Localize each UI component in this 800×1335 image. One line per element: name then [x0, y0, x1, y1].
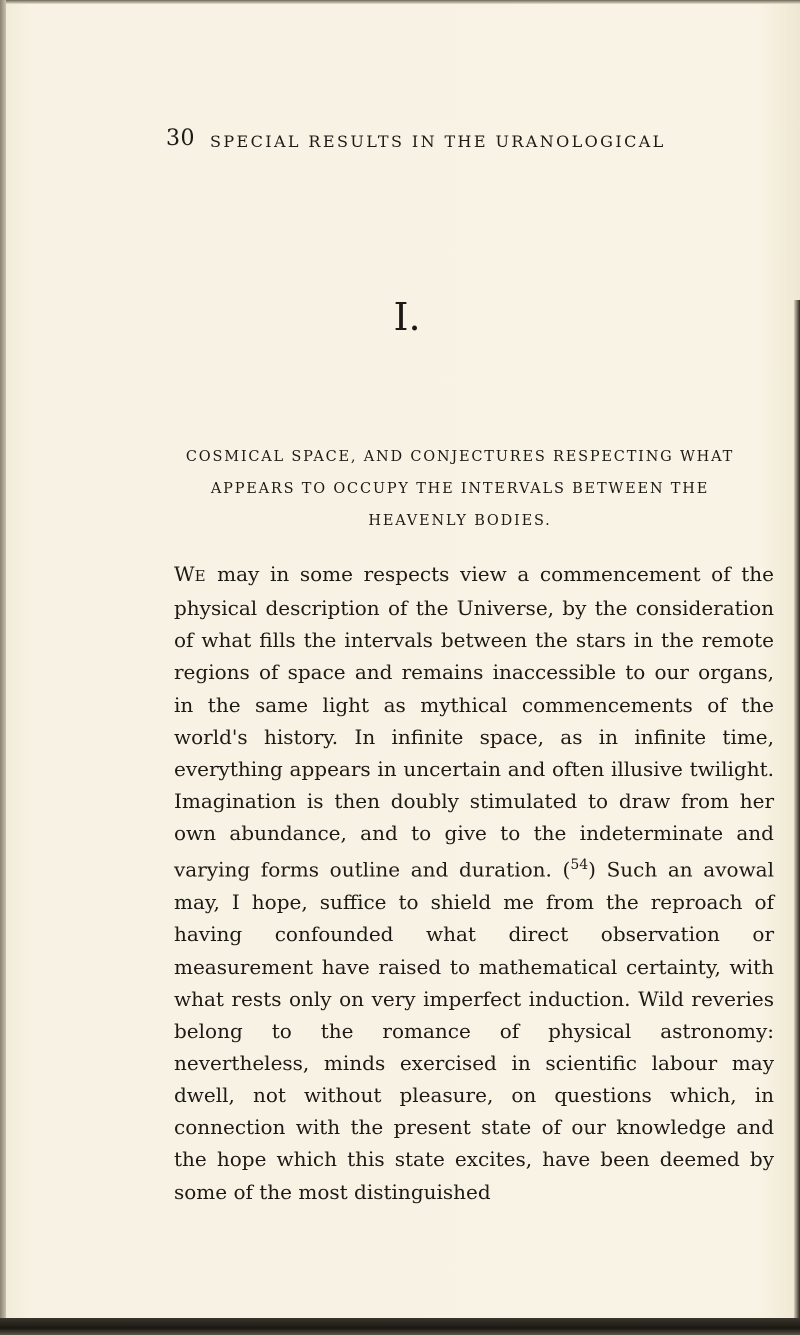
section-title-line-3: HEAVENLY BODIES.: [368, 513, 552, 529]
running-head: SPECIAL RESULTS IN THE URANOLOGICAL: [210, 132, 666, 151]
section-title-line-1: COSMICAL SPACE, AND CONJECTURES RESPECTING WHAT: [185, 449, 735, 465]
page-bottom-edge: [0, 1318, 800, 1335]
section-title-line-2: APPEARS TO OCCUPY THE INTERVALS BETWEEN THE: [210, 481, 710, 497]
page-number: 30: [166, 126, 195, 151]
footnote-reference[interactable]: 54: [570, 857, 589, 874]
page-left-edge: [0, 0, 6, 1335]
opening-small-caps: E: [194, 567, 207, 585]
paragraph-text-part-1: may in some respects view a commencement of the physical description of the Universe, by the consideration of what fills the intervals between the stars in the remote regions of space and remains inaccessible to our organs, in the same light as mythical commencements of the world's history. In infinite space, as in infinite time, everything appears in uncertain and often illusive twilight. Imagination is then doubly stimulated to draw from her own abundance, and to give to the indeterminate and varying forms outline and duration. (: [174, 562, 774, 883]
section-title: [150, 441, 770, 537]
page-top-edge: [0, 0, 800, 4]
page-right-edge: [794, 300, 800, 1335]
paragraph-text-part-2: ) Such an avowal may, I hope, suffice to shield me from the reproach of having confounded what direct observation or measurement have raised to mathematical certainty, with what rests only on very imperfect induction. Wild reveries belong to the romance of physical astronomy: nevertheless, minds exercised in scientific labour may dwell, not without pleasure, on questions which, in connection with the present state of our knowledge and the hope which this state excites, have been deemed by some of the most distinguished: [174, 858, 775, 1204]
body-paragraph: [174, 558, 774, 1208]
section-numeral: I.: [393, 295, 421, 339]
opening-initial: W: [174, 562, 195, 586]
